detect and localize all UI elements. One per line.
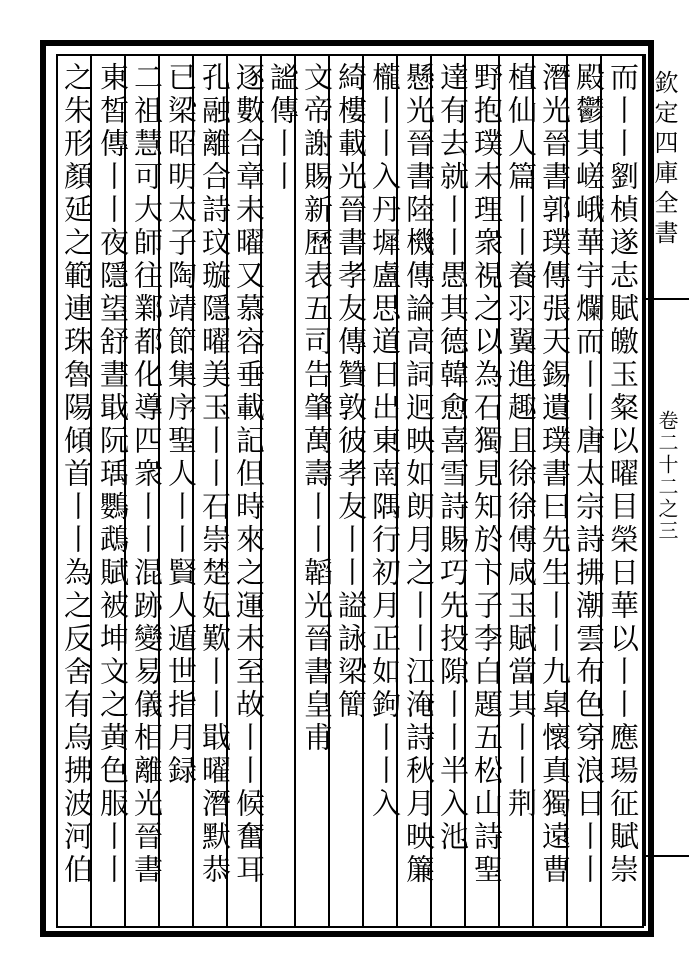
text-column-6: 達有去就丨丨愚其德韓愈喜雪詩賜巧先投隙丨丨半入池 bbox=[436, 62, 470, 854]
volume-label: 卷二十二之三 bbox=[655, 410, 679, 542]
text-column-13: 孔融離合詩玟璇隱曜美玉丨丨石崇楚妃歎丨丨戢曜潛默恭 bbox=[198, 62, 232, 887]
text-column-10: 文帝謝賜新歷表五司告肇萬壽丨丨韜光晉書皇甫 bbox=[300, 62, 334, 755]
text-column-5: 野抱璞未理衆視之以為石獨見知於卞子李白題五松山詩聖 bbox=[470, 62, 504, 887]
text-column-17: 之朱形顏延之範連珠魯陽傾首丨丨為之反舍有烏拂波河伯 bbox=[60, 62, 94, 887]
text-column-9: 綺樓載光晉書孝友傳贊敦彼孝友丨丨謚詠梁簡 bbox=[334, 62, 368, 722]
text-column-12: 逐數合章未曜又慕容垂載記但時來之運未至故丨丨候奮耳 bbox=[232, 62, 266, 887]
text-column-1: 而丨丨劉楨遂志賦皦玉粲以曜目榮日華以丨丨應瑒征賦崇 bbox=[606, 62, 640, 887]
fishtail-mark-bottom bbox=[644, 855, 689, 857]
text-column-16: 東皙傳丨丨夜隱望舒晝戢阮瑀鸚鵡賦被坤文之黄色服丨丨 bbox=[96, 62, 130, 887]
text-column-2: 殿鬱其嵯峨華宇爛而丨丨唐太宗詩拂潮雲布色穿浪日丨丨 bbox=[572, 62, 606, 887]
text-column-14: 已梁昭明太子陶靖節集序聖人丨丨賢人遁世指月録 bbox=[164, 62, 198, 788]
text-column-8: 櫳丨丨入丹墀盧思道日出東南隅行初月正如鉤丨丨入 bbox=[368, 62, 402, 821]
text-column-4: 植仙人篇丨丨養羽翼進趣且徐徐傅咸玉賦當其丨丨荆 bbox=[504, 62, 538, 821]
book-title: 欽定四庫全書 bbox=[650, 70, 678, 250]
text-column-15: 二祖慧可大師往鄴都化導四衆丨丨混跡變易儀相離光晉書 bbox=[130, 62, 164, 887]
text-column-3: 潛光晉書郭璞傳張天錫遺璞書曰先生丨丨九皐懷真獨遠曹 bbox=[538, 62, 572, 887]
text-column-11: 謐傳丨丨 bbox=[266, 62, 300, 194]
text-column-7: 懸光晉書陸機傳論高詞迥映如朗月之丨丨江淹詩秋月映簾 bbox=[402, 62, 436, 887]
